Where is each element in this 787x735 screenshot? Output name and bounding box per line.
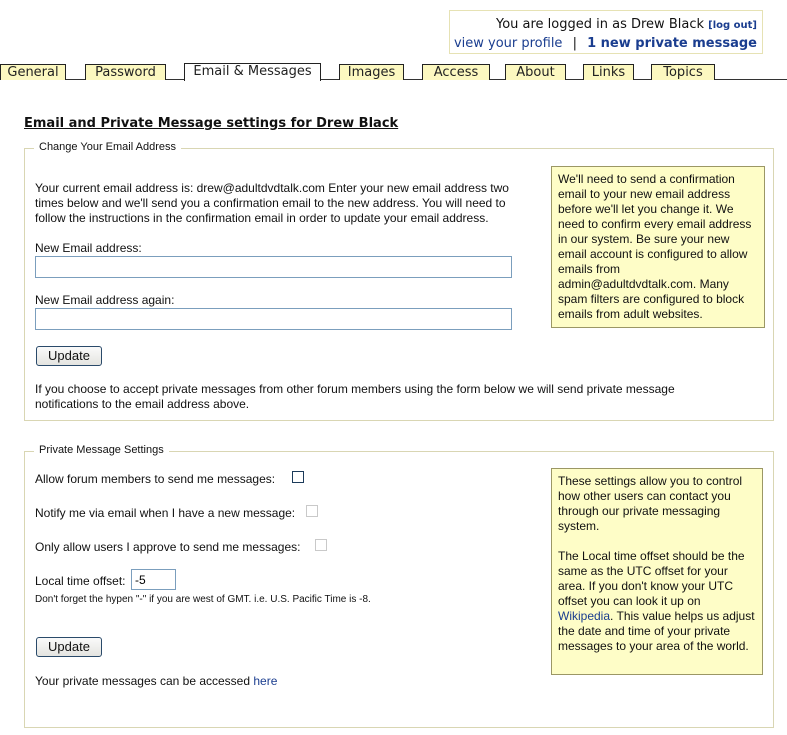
tab-email-messages[interactable]: Email & Messages <box>184 63 321 81</box>
page-title: Email and Private Message settings for Drew Black <box>24 116 399 131</box>
pm-info-note <box>551 468 763 675</box>
pm-settings-fieldset <box>24 444 774 728</box>
tab-access[interactable]: Access <box>422 64 490 80</box>
notify-email-checkbox[interactable] <box>306 505 318 517</box>
time-offset-label: Local time offset: <box>35 574 126 588</box>
approve-only-label: Only allow users I approve to send me messages: <box>35 540 301 554</box>
new-email-input[interactable] <box>35 256 512 278</box>
new-message-link[interactable]: 1 new private message <box>587 36 757 51</box>
allow-messages-checkbox[interactable] <box>292 471 304 483</box>
view-profile-link[interactable]: view your profile <box>453 36 563 51</box>
email-settings-fieldset <box>24 141 774 421</box>
tab-topics[interactable]: Topics <box>651 64 715 80</box>
wikipedia-link[interactable]: Wikipedia <box>558 609 611 623</box>
time-offset-hint: Don't forget the hypen "-" if you are west of GMT. i.e. U.S. Pacific Time is -8. <box>35 594 371 605</box>
allow-messages-label: Allow forum members to send me messages: <box>35 472 276 486</box>
email-intro-text: Your current email address is: drew@adultdvdtalk.com Enter your new email address two times below and we'll send you a confirmation email to the new address. You will need to follow the instructions in the confirmation email in order to update your email address. <box>35 181 509 225</box>
logged-in-text: You are logged in as Drew Black <box>495 17 704 32</box>
email-info-note: We'll need to send a confirmation email to your new email address before we'll let you change it. We need to confirm every email address in our system. Be sure your new email account is configured to allow emails from admin@adultdvdtalk.com. Many spam filters are configured to block emails from adult websites. <box>551 166 765 328</box>
tab-links[interactable]: Links <box>583 64 634 80</box>
pm-access-here-link[interactable]: here <box>253 674 278 688</box>
logout-link[interactable]: [log out] <box>708 20 757 31</box>
email-settings-legend: Change Your Email Address <box>34 141 181 153</box>
tab-bar <box>0 0 787 81</box>
approve-only-checkbox[interactable] <box>315 539 327 551</box>
pm-update-button[interactable]: Update <box>36 637 102 657</box>
pm-note-paragraph-2 <box>558 549 756 654</box>
login-separator: | <box>572 36 577 51</box>
time-offset-input[interactable] <box>131 569 176 590</box>
pm-settings-legend: Private Message Settings <box>34 444 169 456</box>
pm-note-paragraph-1: These settings allow you to control how other users can contact you through our private messaging system. <box>558 474 743 533</box>
notify-email-label: Notify me via email when I have a new message: <box>35 506 296 520</box>
new-email-again-input[interactable] <box>35 308 512 330</box>
email-footer-text: If you choose to accept private messages from other forum members using the form below we will send private message notifications to the email address above. <box>35 382 675 411</box>
tab-images[interactable]: Images <box>339 64 404 80</box>
email-update-button[interactable]: Update <box>36 346 102 366</box>
tab-about[interactable]: About <box>505 64 566 80</box>
pm-note-text-a: The Local time offset should be the same as the UTC offset for your area. If you don't know your UTC offset you can look it up on <box>558 549 745 608</box>
pm-access-label: Your private messages can be accessed <box>35 674 251 688</box>
new-email-label: New Email address: <box>35 241 142 255</box>
pm-note-text-b: . This value helps us adjust the date and time of your private messages to your area of the world. <box>558 609 755 653</box>
tab-general[interactable]: General <box>0 64 66 80</box>
new-email-again-label: New Email address again: <box>35 293 175 307</box>
pm-access-text <box>35 674 277 689</box>
tab-password[interactable]: Password <box>85 64 166 80</box>
